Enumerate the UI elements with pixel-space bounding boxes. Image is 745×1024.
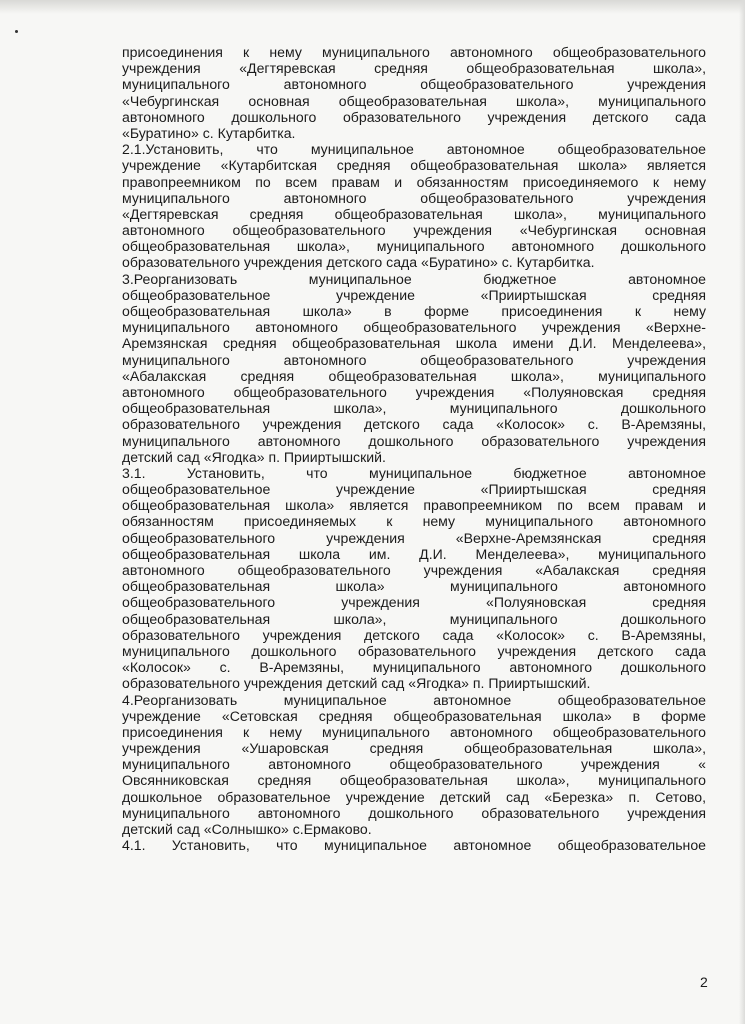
text-line: образовательного учреждения детского сада «Буратино» с. Кутарбитка. <box>122 254 595 271</box>
text-line: муниципального автономного дошкольного образовательного учреждения <box>122 432 706 449</box>
text-line: общеобразовательная школа им. Д.И. Менделеева», муниципального <box>122 545 706 562</box>
scan-shadow <box>0 0 745 14</box>
text-line: учреждение «Кутарбитская средняя общеобразовательная школа» является <box>122 157 706 174</box>
text-line: учреждение «Сетовская средняя общеобразовательная школа» в форме <box>122 707 706 724</box>
text-line: 3.Реорганизовать муниципальное бюджетное автономное <box>122 270 706 287</box>
text-line: общеобразовательная школа» муниципального автономного <box>122 578 706 595</box>
text-line: учреждения «Ушаровская средняя общеобразовательная школа», <box>122 740 706 757</box>
text-line: общеобразовательного учреждения «Полуяновская средняя <box>122 594 706 611</box>
text-line: «Колосок» с. В-Аремзяны, муниципального автономного дошкольного <box>122 659 706 676</box>
text-line: муниципального дошкольного образовательного учреждения детского сада <box>122 642 706 659</box>
text-line: автономного общеобразовательного учреждения «Полуяновская средняя <box>122 383 706 400</box>
text-line: «Дегтяревская средняя общеобразовательная школа», муниципального <box>122 205 706 222</box>
text-line: автономного общеобразовательного учреждения «Абалакская средняя <box>122 562 706 578</box>
text-line: 3.1. Установить, что муниципальное бюджетное автономное <box>122 464 706 481</box>
text-line: присоединения к нему муниципального автономного общеобразовательного <box>122 723 706 740</box>
text-line: 4.1. Установить, что муниципальное автономное общеобразовательное <box>122 837 706 854</box>
text-line: общеобразовательная школа», муниципального автономного дошкольного <box>122 238 706 255</box>
text-line: общеобразовательная школа» является правопреемником по всем правам и <box>122 497 706 514</box>
text-line: общеобразовательное учреждение «Прииртышская средняя <box>122 286 706 303</box>
text-line: муниципального автономного общеобразовательного учреждения <box>122 76 706 93</box>
page-number: 2 <box>700 974 708 990</box>
text-line: 4.Реорганизовать муниципальное автономное общеобразовательное <box>122 691 706 708</box>
text-line: правопреемником по всем правам и обязанностям присоединяемого к нему <box>122 173 706 190</box>
scan-speck <box>15 30 18 33</box>
text-line: учреждения «Дегтяревская средняя общеобразовательная школа», <box>122 60 706 77</box>
text-line: детский сад «Солнышко» с.Ермаково. <box>122 821 372 837</box>
text-line: Овсянниковская средняя общеобразовательная школа», муниципального <box>122 772 706 789</box>
text-line: автономного общеобразовательного учреждения «Чебургинская основная <box>122 222 706 239</box>
text-line: муниципального автономного дошкольного образовательного учреждения <box>122 804 706 821</box>
text-line: муниципального автономного общеобразовательного учреждения «Верхне- <box>122 319 706 336</box>
text-line: детский сад «Ягодка» п. Прииртышский. <box>122 448 386 465</box>
text-line: муниципального автономного общеобразовательного учреждения <box>122 351 706 368</box>
text-line: 2.1.Установить, что муниципальное автономное общеобразовательное <box>122 141 706 158</box>
text-line: присоединения к нему муниципального автономного общеобразовательного <box>122 44 706 60</box>
text-line: образовательного учреждения детского сада «Колосок» с. В-Аремзяны, <box>122 626 706 643</box>
text-line: дошкольное образовательное учреждение детский сад «Березка» п. Сетово, <box>122 788 706 805</box>
text-line: муниципального автономного общеобразовательного учреждения « <box>122 756 706 773</box>
text-line: «Буратино» с. Кутарбитка. <box>122 124 296 141</box>
text-line: общеобразовательного учреждения «Верхне-Аремзянская средняя <box>122 529 706 546</box>
text-line: общеобразовательная школа», муниципального дошкольного <box>122 610 706 627</box>
text-line: общеобразовательное учреждение «Прииртышская средняя <box>122 481 706 498</box>
text-line: «Чебургинская основная общеобразовательная школа», муниципального <box>122 92 706 109</box>
text-line: образовательного учреждения детский сад «Ягодка» п. Прииртышский. <box>122 675 591 692</box>
document-body <box>122 44 706 853</box>
text-line: автономного дошкольного образовательного учреждения детского сада <box>122 108 706 125</box>
text-line: обязанностям присоединяемых к нему муниципального автономного <box>122 513 706 530</box>
text-line: «Абалакская средняя общеобразовательная школа», муниципального <box>122 367 706 384</box>
text-line: муниципального автономного общеобразовательного учреждения <box>122 189 706 206</box>
text-line: Аремзянская средняя общеобразовательная школа имени Д.И. Менделеева», <box>122 335 706 352</box>
scan-edge <box>739 0 745 1024</box>
text-line: общеобразовательная школа» в форме присоединения к нему <box>122 303 706 319</box>
text-line: общеобразовательная школа», муниципального дошкольного <box>122 400 706 417</box>
text-line: образовательного учреждения детского сада «Колосок» с. В-Аремзяны, <box>122 416 706 433</box>
